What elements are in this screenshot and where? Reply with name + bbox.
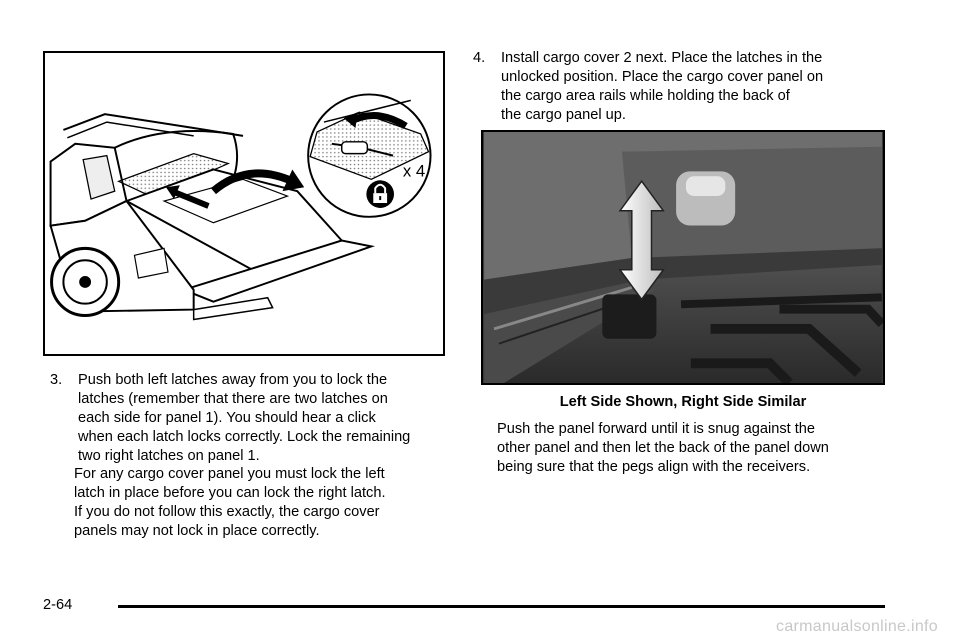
text-line: latch in place before you can lock the right latch. [74,485,386,501]
footer-rule [118,605,885,608]
text-line: when each latch locks correctly. Lock the remaining [78,429,411,445]
note-paragraph [74,465,446,541]
text-line: other panel and then let the back of the panel down [497,440,829,456]
text-line: being sure that the pegs align with the receivers. [497,459,811,475]
step-text [501,49,823,125]
page-number: 2-64 [43,597,73,613]
lock-icon [366,180,394,208]
text-line: unlocked position. Place the cargo cover panel on [501,69,824,85]
text-line: Push the panel forward until it is snug against the [497,421,816,437]
step-number: 3. [50,372,63,388]
step-text [78,371,410,466]
text-line: latches (remember that there are two latches on [78,391,388,407]
watermark: carmanualsonline.info [776,618,938,635]
text-line: the cargo area rails while holding the back of [501,88,790,104]
step-number: 4. [473,50,486,66]
text-line: Install cargo cover 2 next. Place the latches in the [501,50,823,66]
text-line: two right latches on panel 1. [78,448,260,464]
text-line: If you do not follow this exactly, the cargo cover [74,504,380,520]
truck-cargo-illustration [43,51,445,356]
text-line: the cargo panel up. [501,107,626,123]
text-line: Push both left latches away from you to lock the [78,372,388,388]
callout-quantity: x 4 [402,161,426,181]
figure-caption: Left Side Shown, Right Side Similar [559,394,807,410]
text-line: each side for panel 1). You should hear a click [78,410,376,426]
text-line: panels may not lock in place correctly. [74,523,320,539]
latch-photo [481,130,885,385]
push-paragraph [497,420,897,477]
text-line: For any cargo cover panel you must lock the left [74,466,385,482]
